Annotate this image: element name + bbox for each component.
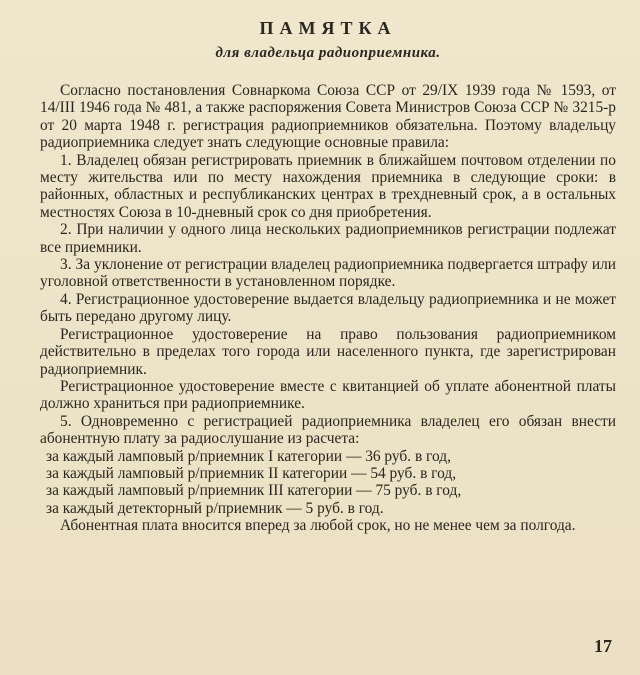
rule-2-paragraph: 2. При наличии у одного лица нескольких радиоприемников регистрации подлежат все приемники. xyxy=(40,221,616,256)
fee-item: за каждый детекторный р/приемник — 5 руб. в год. xyxy=(46,499,384,517)
fee-list xyxy=(40,448,616,518)
intro-paragraph: Согласно постановления Совнаркома Союза ССР от 29/IX 1939 года № 1593, от 14/III 1946 года № 481, а также распоряжения Совета Министров Союза ССР № 3215-р от 20 марта 1948 г. регистрация радиоприемников обязательна. Поэтому владельцу радиоприемника следует знать следующие основные правила: xyxy=(40,82,616,152)
fee-item: за каждый ламповый р/приемник III категории — 75 руб. в год, xyxy=(46,482,462,500)
fee-item: за каждый ламповый р/приемник I категории — 36 руб. в год, xyxy=(46,447,451,465)
document-body xyxy=(40,82,616,535)
fee-item: за каждый ламповый р/приемник II категории — 54 руб. в год, xyxy=(46,464,457,482)
rule-4-paragraph: 4. Регистрационное удостоверение выдается владельцу радиоприемника и не может быть передано другому лицу. xyxy=(40,290,616,326)
document-subtitle: для владельца радиоприемника. xyxy=(215,45,441,61)
rule-1-paragraph: 1. Владелец обязан регистрировать приемник в ближайшем почтовом отделении по месту жительства или по месту нахождения приемника в следующие сроки: в районных, областных и республиканских центрах в трехдневный срок, а в остальных местностях Союза в 10-дневный срок со дня приобретения. xyxy=(40,151,616,221)
document-title: ПАМЯТКА xyxy=(259,18,397,38)
rule-3-paragraph: 3. За уклонение от регистрации владелец радиоприемника подвергается штрафу или уголовной ответственности в установленном порядке. xyxy=(40,256,616,291)
page-number: 17 xyxy=(594,636,612,656)
rule-5-paragraph: 5. Одновременно с регистрацией радиоприемника владелец его обязан внести абонентную плату за радиослушание из расчета: xyxy=(40,412,616,448)
certificate-storage-paragraph: Регистрационное удостоверение вместе с квитанцией об уплате абонентной платы должно храниться при радиоприемнике. xyxy=(40,377,616,413)
certificate-validity-paragraph: Регистрационное удостоверение на право пользования радиоприемником действительно в пределах того города или населенного пункта, где зарегистрирован радиоприемник. xyxy=(40,325,616,378)
closing-paragraph: Абонентная плата вносится вперед за любой срок, но не менее чем за полгода. xyxy=(60,517,576,535)
